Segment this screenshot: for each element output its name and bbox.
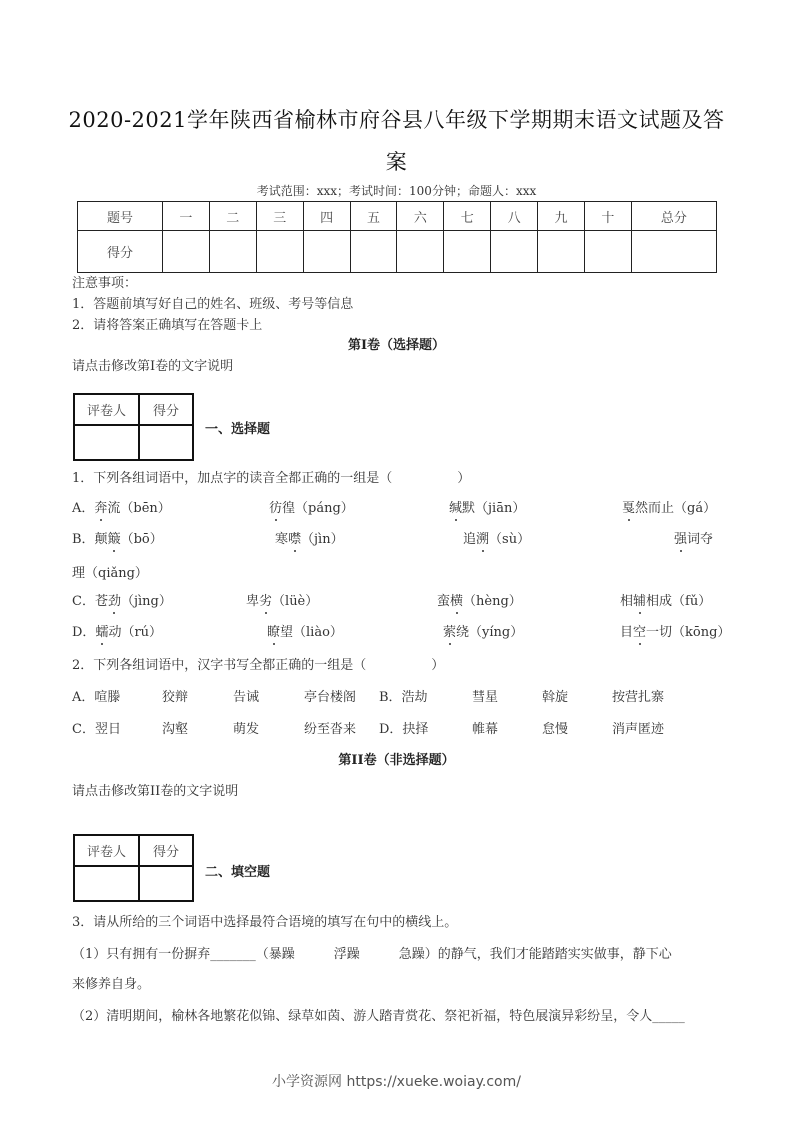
q2-word: 纷至沓来 <box>304 722 357 737</box>
score-header-cell: 四 <box>303 202 350 231</box>
q1-option-a-2: 彷徨（páng） <box>269 501 354 516</box>
q1-option-c-2: 卑劣（lüè） <box>246 594 319 609</box>
score-header-cell: 八 <box>491 202 538 231</box>
part1-title: 第I卷（选择题） <box>347 338 446 353</box>
q2-word: 帷幕 <box>472 722 499 737</box>
score-cell <box>256 231 303 273</box>
dotted-char: 辅 <box>633 594 647 609</box>
q2-word: 按营扎寨 <box>612 690 665 705</box>
q2-word: 怠慢 <box>542 722 569 737</box>
q2-word: 告诫 <box>233 690 260 705</box>
score-cell <box>350 231 397 273</box>
dotted-char: 劲 <box>107 594 121 609</box>
score-label: 得分 <box>139 394 193 425</box>
q1-stem: 1．下列各组词语中，加点字的读音全都正确的一组是（ ） <box>72 471 471 486</box>
score-row-label: 得分 <box>78 231 163 273</box>
score-header-cell: 九 <box>538 202 585 231</box>
q3-part1-line1: （1）只有拥有一份摒弃_______（暴躁 浮躁 急躁）的静气，我们才能踏踏实实做事，静下心 <box>72 947 672 962</box>
score-header-cell: 五 <box>350 202 397 231</box>
q2-word: 彗星 <box>472 690 499 705</box>
document-title-line2: 案 <box>385 150 408 174</box>
score-header-cell: 三 <box>256 202 303 231</box>
score-table <box>77 201 717 273</box>
q1-option-b-2: 寒噤（jìn） <box>275 532 344 547</box>
dotted-char: 横 <box>450 594 464 609</box>
section1-title: 一、选择题 <box>205 422 271 437</box>
q1-option-d-3: 萦绕（yíng） <box>443 625 524 640</box>
dotted-char: 彷 <box>269 501 283 516</box>
q1-option-b-1: B．颠簸（bō） <box>72 532 163 547</box>
score-header-cell: 六 <box>397 202 444 231</box>
part2-title: 第II卷（非选择题） <box>338 753 455 768</box>
score-header-cell: 二 <box>209 202 256 231</box>
score-header-cell: 七 <box>444 202 491 231</box>
score-cell <box>209 231 256 273</box>
q2-word: A．喧滕 <box>72 690 121 705</box>
score-cell <box>584 231 631 273</box>
dotted-char: 萦 <box>443 625 457 640</box>
q2-stem: 2．下列各组词语中，汉字书写全都正确的一组是（ ） <box>72 658 445 673</box>
grader-label: 评卷人 <box>74 835 139 866</box>
q1-option-d-2: 瞭望（liào） <box>267 625 343 640</box>
document-title-line1: 2020-2021学年陕西省榆林市府谷县八年级下学期期末语文试题及答 <box>68 108 725 132</box>
score-header-cell: 总分 <box>631 202 716 231</box>
score-header-cell: 十 <box>584 202 631 231</box>
score-cell <box>139 866 193 901</box>
dotted-char: 劣 <box>259 594 273 609</box>
q3-part2-line1: （2）清明期间，榆林各地繁花似锦、绿草如茵、游人踏青赏花、祭祀祈福，特色展演异彩纷呈，令人_____ <box>72 1009 685 1024</box>
score-label: 得分 <box>139 835 193 866</box>
q2-word: 萌发 <box>233 722 260 737</box>
q2-word: C．翌日 <box>72 722 121 737</box>
dotted-char: 奔 <box>94 501 108 516</box>
q1-option-a-1: A．奔流（bēn） <box>72 501 171 516</box>
section2-title: 二、填空题 <box>205 865 271 880</box>
score-header-cell: 一 <box>162 202 209 231</box>
score-cell <box>139 425 193 460</box>
footer-watermark: 小学资源网 https://xueke.woiay.com/ <box>272 1074 521 1090</box>
q1-option-b-4: 强词夺 <box>674 532 714 547</box>
dotted-char: 噤 <box>288 532 302 547</box>
q1-option-c-3: 蛮横（hèng） <box>437 594 522 609</box>
q2-word: 沟壑 <box>162 722 189 737</box>
q1-option-d-4: 目空一切（kōng） <box>620 625 731 640</box>
grader-cell <box>74 866 139 901</box>
exam-info: 考试范围：xxx；考试时间：100分钟；命题人：xxx <box>256 184 537 198</box>
grader-cell <box>74 425 139 460</box>
dotted-char: 簸 <box>107 532 121 547</box>
score-header-cell: 题号 <box>78 202 163 231</box>
q1-option-b-3: 追溯（sù） <box>463 532 531 547</box>
grader-box <box>73 393 194 461</box>
score-cell <box>303 231 350 273</box>
notes-item: 1．答题前填写好自己的姓名、班级、考号等信息 <box>72 297 354 312</box>
score-cell <box>491 231 538 273</box>
score-cell <box>444 231 491 273</box>
grader-label: 评卷人 <box>74 394 139 425</box>
dotted-char: 强 <box>674 532 688 547</box>
part1-instruction[interactable]: 请点击修改第I卷的文字说明 <box>72 359 234 374</box>
score-cell <box>397 231 444 273</box>
notes-heading: 注意事项： <box>72 276 138 291</box>
q1-option-c-1: C．苍劲（jìng） <box>72 594 172 609</box>
dotted-char: 戛 <box>622 501 636 516</box>
q2-word: B．浩劫 <box>379 690 428 705</box>
part2-instruction[interactable]: 请点击修改第II卷的文字说明 <box>72 784 239 799</box>
q2-word: 消声匿迹 <box>612 722 665 737</box>
q1-option-a-4: 戛然而止（gá） <box>622 501 717 516</box>
grader-box <box>73 834 194 902</box>
q2-word: 狡辩 <box>162 690 189 705</box>
dotted-char: 蠕 <box>95 625 109 640</box>
q2-word: 斡旋 <box>542 690 569 705</box>
score-cell <box>162 231 209 273</box>
q2-word: D．抉择 <box>379 722 429 737</box>
notes-item: 2．请将答案正确填写在答题卡上 <box>72 318 263 333</box>
q3-stem: 3．请从所给的三个词语中选择最符合语境的填写在句中的横线上。 <box>72 915 458 930</box>
q3-part1-line2: 来修养自身。 <box>72 977 151 992</box>
q2-word: 亭台楼阁 <box>304 690 357 705</box>
q1-option-c-4: 相辅相成（fǔ） <box>620 594 712 609</box>
q1-option-d-1: D．蠕动（rú） <box>72 625 163 640</box>
q1-option-b-continued: 理（qiǎng） <box>72 566 148 581</box>
dotted-char: 缄 <box>449 501 463 516</box>
score-cell <box>538 231 585 273</box>
dotted-char: 空 <box>633 625 647 640</box>
score-cell <box>631 231 716 273</box>
dotted-char: 溯 <box>476 532 490 547</box>
q1-option-a-3: 缄默（jiān） <box>449 501 526 516</box>
dotted-char: 瞭 <box>267 625 281 640</box>
